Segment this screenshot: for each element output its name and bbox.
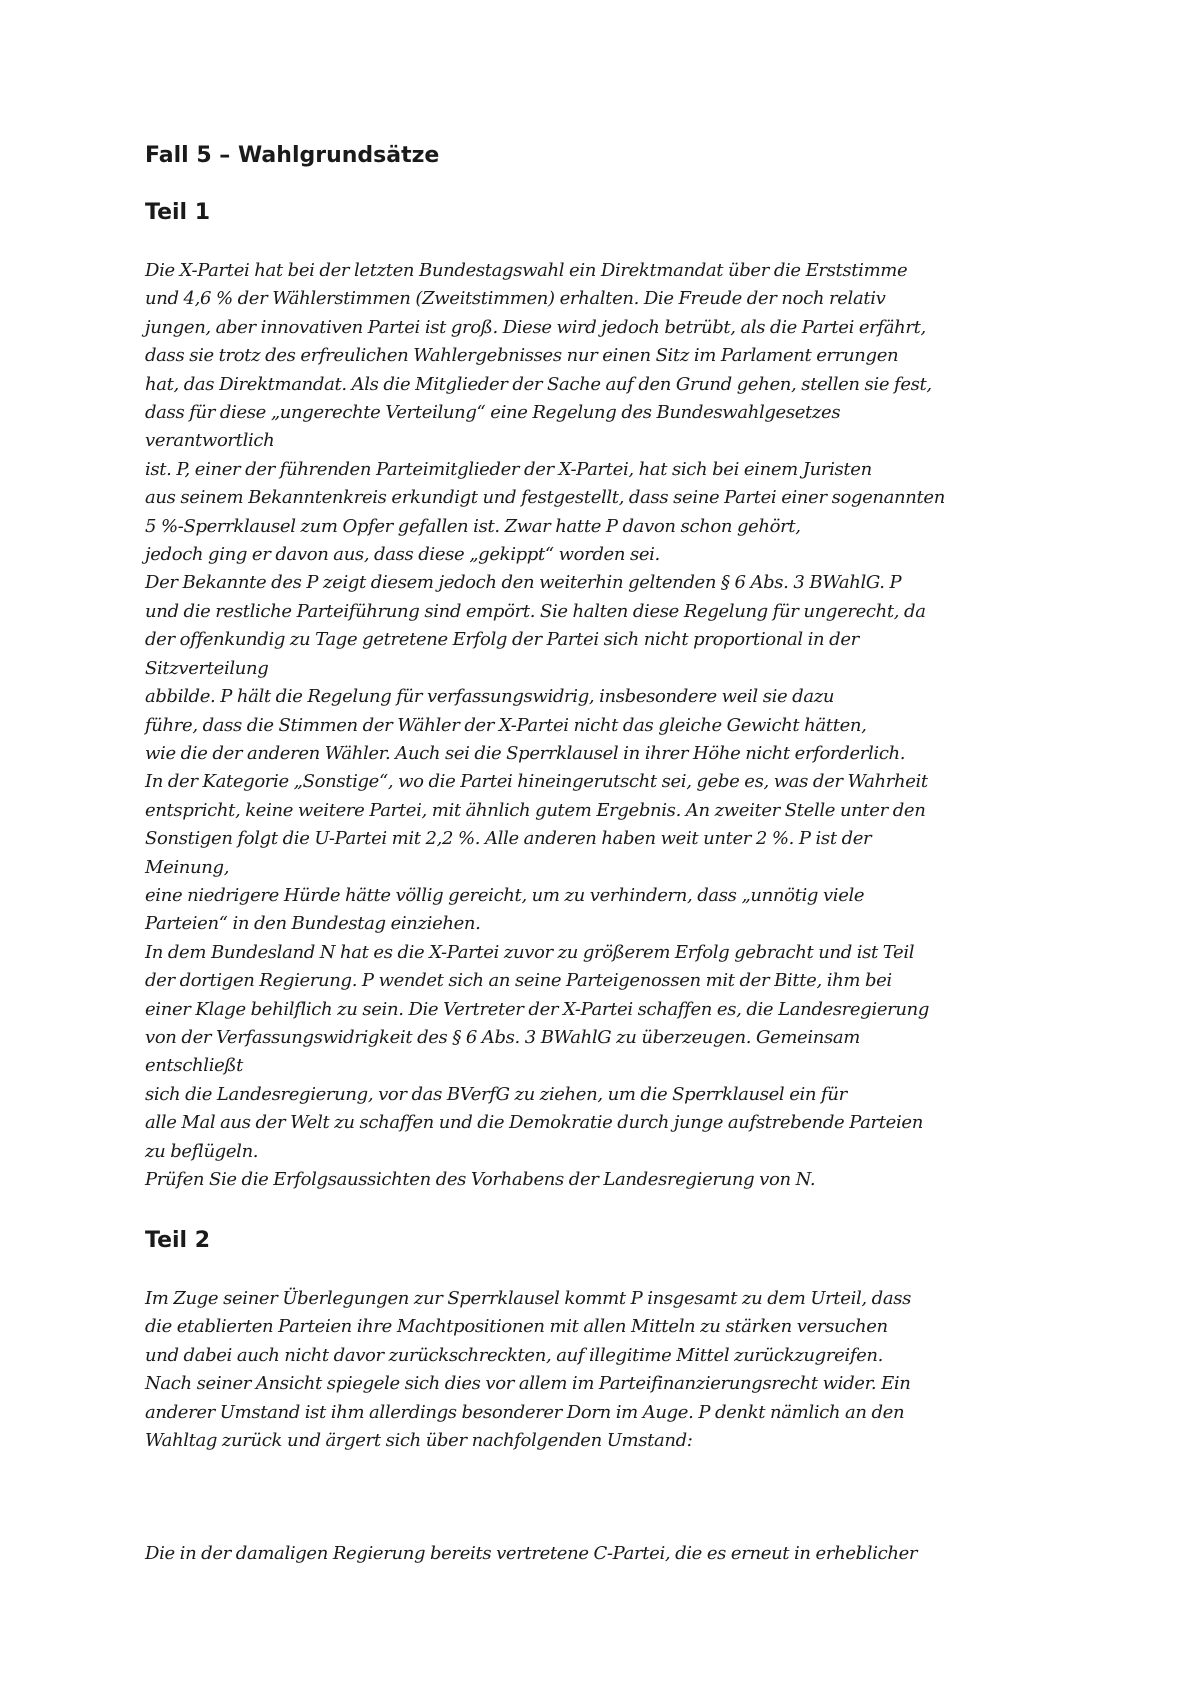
text-line: entspricht, keine weitere Partei, mit ähnlich gutem Ergebnis. An zweiter Stelle unter den [145, 799, 926, 821]
text-line: Meinung, [145, 856, 230, 878]
text-line: hat, das Direktmandat. Als die Mitglieder der Sache auf den Grund gehen, stellen sie fest, [145, 373, 932, 395]
text-line: Nach seiner Ansicht spiegele sich dies vor allem im Parteifinanzierungsrecht wider. Ein [145, 1373, 911, 1395]
text-line: Die in der damaligen Regierung bereits vertretene C-Partei, die es erneut in erheblicher [145, 1543, 918, 1564]
text-line: von der Verfassungswidrigkeit des § 6 Abs. 3 BWahlG zu überzeugen. Gemeinsam [145, 1026, 860, 1048]
text-line: Die X-Partei hat bei der letzten Bundestagswahl ein Direktmandat über die Erststimme [145, 260, 908, 281]
text-line: jedoch ging er davon aus, dass diese „gekippt“ worden sei. [145, 544, 660, 566]
text-line: jungen, aber innovativen Partei ist groß. Diese wird jedoch betrübt, als die Partei erfährt, [145, 316, 926, 338]
text-line: Parteien“ in den Bundestag einziehen. [145, 913, 481, 935]
text-line: und die restliche Parteiführung sind empört. Sie halten diese Regelung für ungerecht, da [145, 600, 926, 622]
text-line: Im Zuge seiner Überlegungen zur Sperrklausel kommt P insgesamt zu dem Urteil, dass [145, 1288, 911, 1309]
text-line: und 4,6 % der Wählerstimmen (Zweitstimmen) erhalten. Die Freude der noch relativ [145, 288, 886, 310]
text-line: Wahltag zurück und ärgert sich über nachfolgenden Umstand: [145, 1430, 693, 1452]
part2-trailing-text [145, 1540, 917, 1568]
text-line: eine niedrigere Hürde hätte völlig gereicht, um zu verhindern, dass „unnötig viele [145, 884, 865, 906]
text-line: aus seinem Bekanntenkreis erkundigt und festgestellt, dass seine Partei einer sogenannten [145, 487, 945, 509]
text-line: verantwortlich [145, 430, 275, 452]
part2-heading: Teil 2 [145, 1228, 211, 1253]
text-line: Sitzverteilung [145, 657, 269, 679]
text-line: wie die der anderen Wähler. Auch sei die Sperrklausel in ihrer Höhe nicht erforderlich. [145, 742, 906, 764]
text-line: führe, dass die Stimmen der Wähler der X-Partei nicht das gleiche Gewicht hätten, [145, 714, 867, 736]
text-line: der dortigen Regierung. P wendet sich an seine Parteigenossen mit der Bitte, ihm bei [145, 970, 892, 992]
text-line: sich die Landesregierung, vor das BVerfG zu ziehen, um die Sperrklausel ein für [145, 1083, 847, 1105]
text-line: einer Klage behilflich zu sein. Die Vertreter der X-Partei schaffen es, die Landesregierung [145, 998, 930, 1020]
text-line: dass für diese „ungerechte Verteilung“ eine Regelung des Bundeswahlgesetzes [145, 402, 841, 424]
text-line: abbilde. P hält die Regelung für verfassungswidrig, insbesondere weil sie dazu [145, 686, 835, 708]
text-line: anderer Umstand ist ihm allerdings besonderer Dorn im Auge. P denkt nämlich an den [145, 1401, 905, 1423]
text-line: die etablierten Parteien ihre Machtpositionen mit allen Mitteln zu stärken versuchen [145, 1316, 888, 1338]
text-line: ist. P, einer der führenden Parteimitglieder der X-Partei, hat sich bei einem Juristen [145, 458, 872, 480]
text-line: Der Bekannte des P zeigt diesem jedoch den weiterhin geltenden § 6 Abs. 3 BWahlG. P [145, 572, 902, 594]
part2-case-text [145, 1285, 911, 1455]
text-line: Sonstigen folgt die U-Partei mit 2,2 %. Alle anderen haben weit unter 2 %. P ist der [145, 828, 872, 850]
document-title: Fall 5 – Wahlgrundsätze [145, 143, 440, 168]
part1-heading: Teil 1 [145, 200, 211, 225]
part1-case-text [145, 257, 945, 1194]
text-line: alle Mal aus der Welt zu schaffen und die Demokratie durch junge aufstrebende Parteien [145, 1112, 923, 1134]
text-line: entschließt [145, 1055, 243, 1077]
text-line: der offenkundig zu Tage getretene Erfolg der Partei sich nicht proportional in der [145, 629, 859, 651]
text-line: In der Kategorie „Sonstige“, wo die Partei hineingerutscht sei, gebe es, was der Wahrheit [145, 771, 928, 793]
text-line: zu beflügeln. [145, 1140, 259, 1162]
text-line: und dabei auch nicht davor zurückschreckten, auf illegitime Mittel zurückzugreifen. [145, 1344, 884, 1366]
text-line: In dem Bundesland N hat es die X-Partei zuvor zu größerem Erfolg gebracht und ist Teil [145, 941, 915, 963]
text-line: Prüfen Sie die Erfolgsaussichten des Vorhabens der Landesregierung von N. [145, 1169, 816, 1190]
text-line: dass sie trotz des erfreulichen Wahlergebnisses nur einen Sitz im Parlament errungen [145, 345, 899, 367]
text-line: 5 %-Sperrklausel zum Opfer gefallen ist. Zwar hatte P davon schon gehört, [145, 515, 801, 537]
